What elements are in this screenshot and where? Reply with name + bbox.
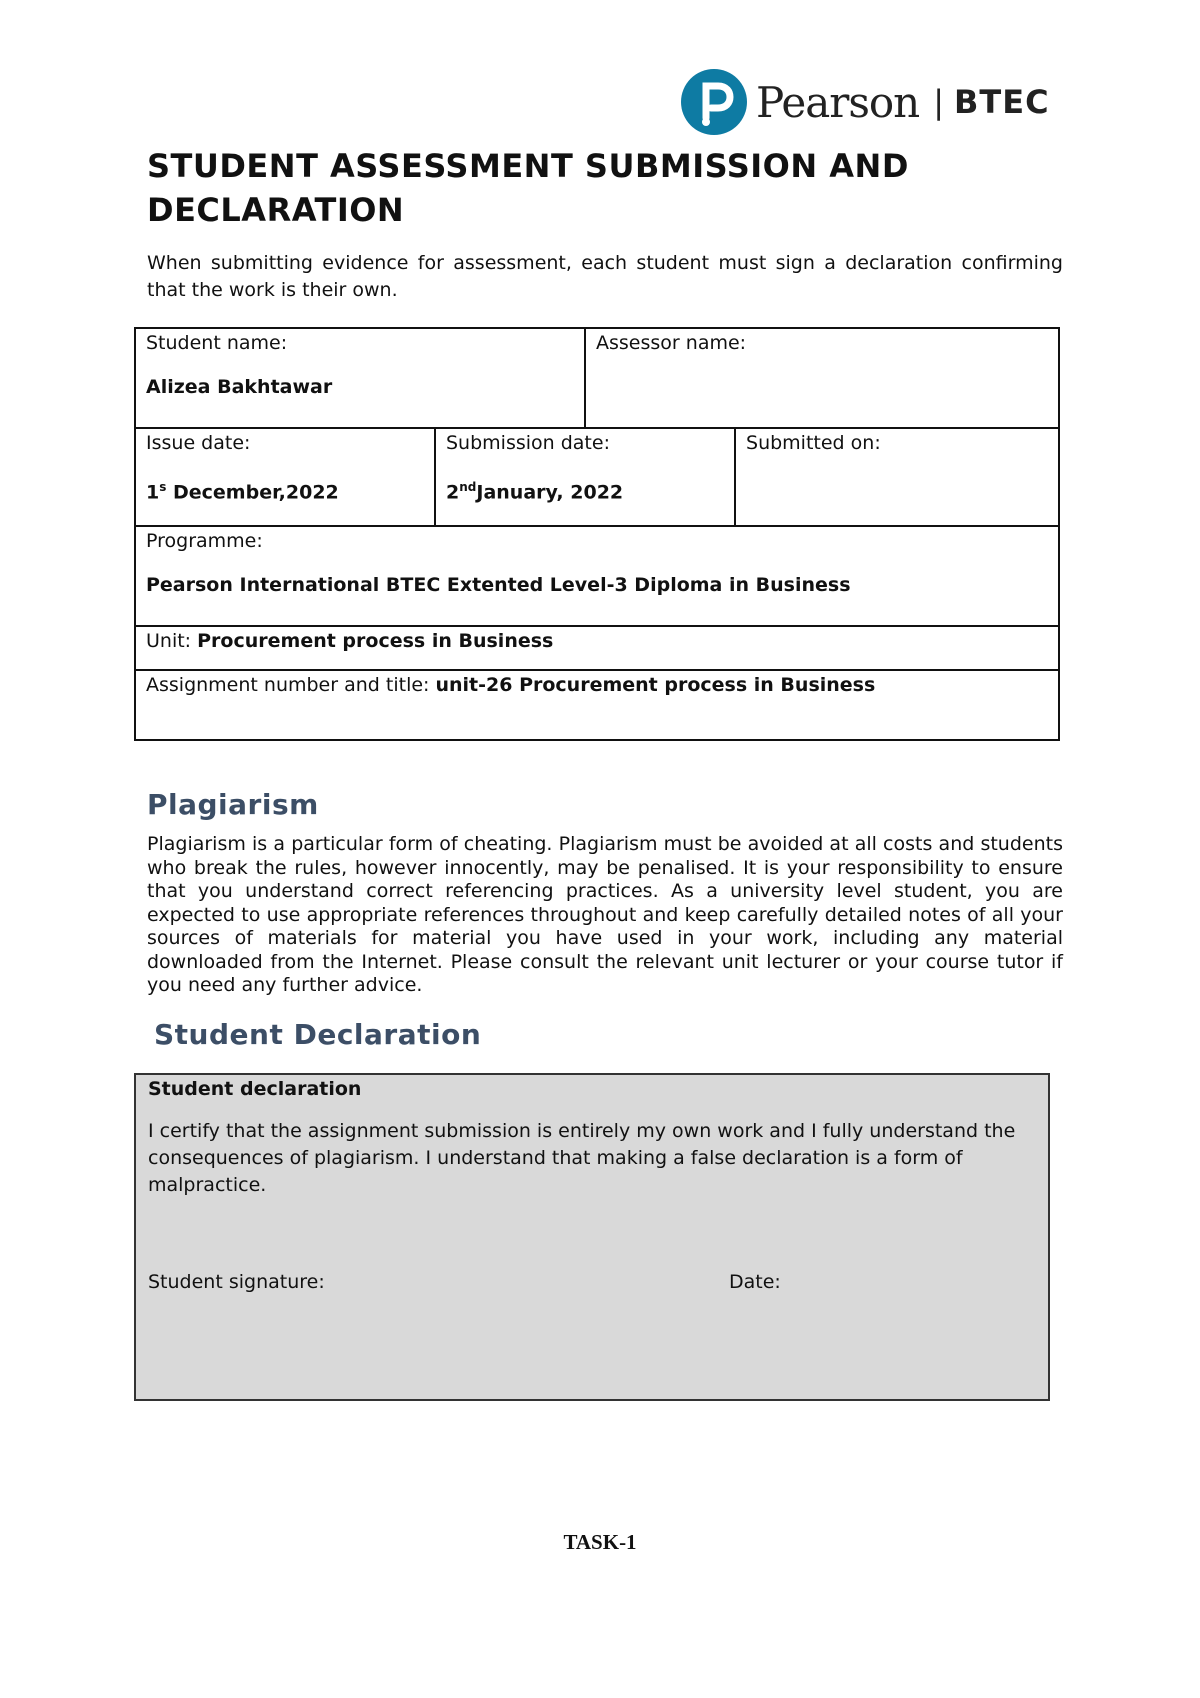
- pearson-btec-logo: [680, 64, 1050, 140]
- submission-date-value: 2ndJanuary, 2022: [446, 480, 624, 504]
- assignment-label: Assignment number and title:: [146, 674, 436, 696]
- unit-cell: [135, 626, 1059, 670]
- programme-label: Programme:: [146, 530, 263, 552]
- issue-date-value: 1$^s$ December,2022: [146, 480, 339, 504]
- assignment-value: unit-26 Procurement process in Business: [435, 674, 876, 696]
- student-name-cell: [135, 328, 585, 428]
- declaration-box: [134, 1073, 1050, 1401]
- student-name-value: Alizea Bakhtawar: [146, 376, 333, 398]
- submitted-on-cell: [735, 428, 1059, 526]
- declaration-text: I certify that the assignment submission is entirely my own work and I fully understand the consequences of plagiarism. I understand that making a false declaration is a form of malpractice.: [148, 1120, 1016, 1196]
- submission-date-cell: [435, 428, 735, 526]
- plagiarism-heading: Plagiarism: [147, 788, 319, 821]
- issue-date-cell: [135, 428, 435, 526]
- submission-date-label: Submission date:: [446, 432, 610, 454]
- student-name-label: Student name:: [146, 332, 288, 354]
- submitted-on-label: Submitted on:: [746, 432, 881, 454]
- brand-product: BTEC: [954, 83, 1050, 121]
- unit-label: Unit:: [146, 630, 198, 652]
- assessor-name-label: Assessor name:: [596, 332, 747, 354]
- brand-separator: |: [933, 83, 945, 121]
- student-signature-label: Student signature:: [148, 1271, 325, 1293]
- programme-value: Pearson International BTEC Extented Level-3 Diploma in Business: [146, 574, 851, 596]
- declaration-date-label: Date:: [729, 1271, 781, 1293]
- plagiarism-text: Plagiarism is a particular form of cheating. Plagiarism must be avoided at all costs and students who break the rules, however innocently, may be penalised. It is your responsibility to ensure that you understand correct referencing practices. As a university level student, you are expected to use appropriate references throughout and keep carefully detailed notes of all your sources of materials for material you have used in your work, including any material downloaded from the Internet. Please consult the relevant unit lecturer or your course tutor if you need any further advice.: [147, 833, 1063, 996]
- page-title: STUDENT ASSESSMENT SUBMISSION AND DECLARATION: [147, 147, 909, 229]
- brand-name: Pearson: [756, 77, 920, 127]
- issue-date-label: Issue date:: [146, 432, 251, 454]
- programme-cell: [135, 526, 1059, 626]
- intro-text: When submitting evidence for assessment, each student must sign a declaration confirming that the work is their own.: [147, 252, 1063, 301]
- assessor-name-cell: [585, 328, 1059, 428]
- unit-value: Procurement process in Business: [197, 630, 554, 652]
- task-label: TASK-1: [563, 1530, 637, 1554]
- declaration-box-heading: Student declaration: [148, 1078, 362, 1100]
- assignment-cell: [135, 670, 1059, 740]
- pearson-p-icon: [680, 68, 748, 136]
- submission-details-table: [134, 327, 1060, 741]
- student-declaration-heading: Student Declaration: [154, 1018, 482, 1051]
